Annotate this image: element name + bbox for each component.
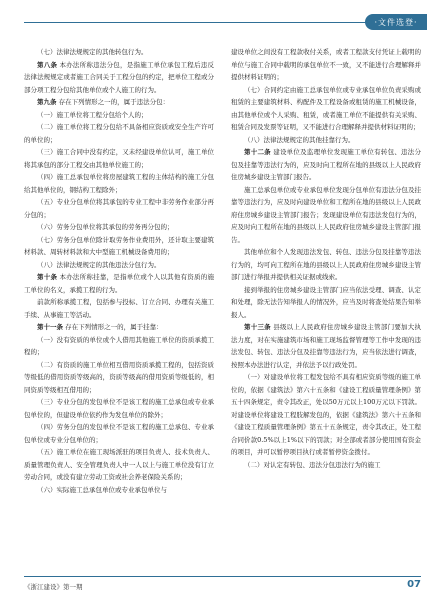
paragraph: （一）对建设单位将工程发包给不具有相应资质等级的施工单位的，依据《建筑法》第六十五条和《建设工程质量管理条例》第五十四条规定，责令其改正，处以50万元以上100万元以下罚款。对建设单位将建设工程肢解发包的，依据《建筑法》第六十五条和《建设工程质量管理条例》第五十五条规定，责令其改正，处工程合同价款0.5%以上1%以下的罚款；对全部或者部分使用国有资金的项目，并可以暂停项目执行或者暂停资金拨付。	[231, 373, 421, 456]
page-header	[0, 0, 445, 42]
paragraph: （七）法律法规规定的其他转包行为。	[37, 48, 148, 56]
paragraph: （八）法律法规规定的其他违法分包行为。	[37, 260, 161, 269]
article-body	[24, 46, 421, 570]
paragraph: （二）对认定有转包、违法分包违法行为的施工	[244, 460, 381, 469]
article-number: 第八条	[37, 60, 58, 69]
paragraph: （二）施工单位将工程分包给不具备相应资质或安全生产许可的单位的；	[24, 123, 214, 144]
paragraph: 其他单位和个人发现违法发包、转包、违法分包及挂靠等违法行为的，均可向工程所在地的县级以上人民政府住房城乡建设主管部门进行举报并提供相关证据或线索。	[231, 248, 421, 281]
article-number: 第十条	[37, 273, 58, 281]
paragraph: 第十一条 存在下列情形之一的，属于挂靠：	[37, 323, 163, 331]
paragraph: 建设单位之间没有工程款收付关系，或者工程款支付凭证上载明的单位与施工合同中载明的承包单位不一致，又不能进行合理解释并提供材料证明的；	[231, 48, 421, 81]
paragraph: （六）劳务分包单位将其承包的劳务再分包的；	[37, 223, 174, 231]
paragraph: （一）施工单位将工程分包给个人的；	[37, 110, 148, 119]
paragraph: （八）法律法规规定的其他挂靠行为。	[244, 135, 355, 144]
footer-rule	[24, 576, 421, 577]
paragraph: （七）合同约定由施工总承包单位或专业承包单位负责采购或租赁的主要建筑材料、构配件及工程设备或租赁的施工机械设备，由其他单位或个人采购、租赁，或者施工单位不能提供有关采购、租赁合同及发票等证明，又不能进行合理解释并提供材料证明的；	[231, 85, 421, 131]
left-column	[24, 46, 214, 570]
journal-name: 《浙江建设》第一期	[24, 583, 83, 591]
paragraph: 第九条 存在下列情形之一的，属于违法分包：	[37, 98, 170, 106]
section-tab: ·文件选登·	[365, 14, 427, 30]
paragraph: 接到举报的住房城乡建设主管部门应当依法受理、调查、认定和处理，除无法告知举报人的情况外，应当及时将查处结果告知举报人。	[231, 285, 421, 319]
header-rule	[24, 22, 385, 23]
article-number: 第九条	[37, 98, 57, 106]
page-footer	[24, 579, 421, 594]
paragraph: （一）没有资质的单位或个人借用其他施工单位的资质承揽工程的；	[24, 335, 214, 356]
paragraph: （四）劳务分包的发包单位不是该工程的施工总承包、专业承包单位或专业分包单位的；	[24, 423, 214, 444]
right-column	[231, 46, 421, 570]
paragraph: （五）施工单位在施工现场派驻的项目负责人、技术负责人、质量管理负责人、安全管理负责人中一人以上与施工单位没有订立劳动合同，或没有建立劳动工资或社会养老保险关系的；	[24, 448, 214, 481]
paragraph: 第十三条 县级以上人民政府住房城乡建设主管部门要加大执法力度，对在实施建筑市场和施工现场监督管理等工作中发现的违法发包、转包、违法分包及挂靠等违法行为，应当依法进行调查，按照本办法进行认定，并依法予以行政处罚。	[231, 323, 421, 369]
paragraph: （三）施工合同中没有约定，又未经建设单位认可，施工单位将其承包的部分工程交由其他单位施工的；	[24, 148, 214, 169]
page-number: 07	[407, 579, 421, 590]
paragraph: （五）专业分包单位将其承包的专业工程中非劳务作业部分再分包的；	[24, 198, 214, 219]
article-number: 第十一条	[37, 323, 63, 331]
paragraph: （六）实际施工总承包单位或专业承包单位与	[37, 485, 167, 494]
article-number: 第十二条	[244, 148, 271, 156]
paragraph: 第八条 本办法所称违法分包，是指施工单位承包工程后违反法律法规规定或者施工合同关于工程分包的约定，把单位工程或分部分项工程分包给其他单位或个人施工的行为。	[24, 60, 214, 94]
article-number: 第十三条	[244, 323, 271, 331]
paragraph: （四）施工总承包单位将房屋建筑工程的主体结构的施工分包给其他单位的，钢结构工程除外；	[24, 173, 214, 194]
paragraph: 前款所称承揽工程，包括参与投标、订立合同、办理有关施工手续、从事施工等活动。	[24, 298, 214, 319]
paragraph: （三）专业分包的发包单位不是该工程的施工总承包或专业承包单位的，但建设单位依约作为发包单位的除外；	[24, 398, 214, 419]
paragraph: 施工总承包单位或专业承包单位发现分包单位有违法分包及挂靠等违法行为，应及时向建设单位和工程所在地的县级以上人民政府住房城乡建设主管部门报告；发现建设单位有违法发包行为的，应及时向工程所在地的县级以上人民政府住房城乡建设主管部门报告。	[231, 185, 421, 244]
paragraph: 第十二条 建设单位及监理单位发现施工单位有转包、违法分包及挂靠等违法行为的，应及时向工程所在地的县级以上人民政府住房城乡建设主管部门报告。	[231, 148, 421, 181]
paragraph: 第十条 本办法所称挂靠，是指单位或个人以其他有资质的施工单位的名义，承揽工程的行为。	[24, 273, 214, 294]
paragraph: （七）劳务分包单位除计取劳务作业费用外，还计取主要建筑材料款、周转材料款和大中型施工机械设备费用的；	[24, 235, 214, 256]
paragraph: （二）有资质的施工单位相互借用资质承揽工程的，包括资质等级低的借用资质等级高的，资质等级高的借用资质等级低的，相同资质等级相互借用的；	[24, 360, 214, 394]
